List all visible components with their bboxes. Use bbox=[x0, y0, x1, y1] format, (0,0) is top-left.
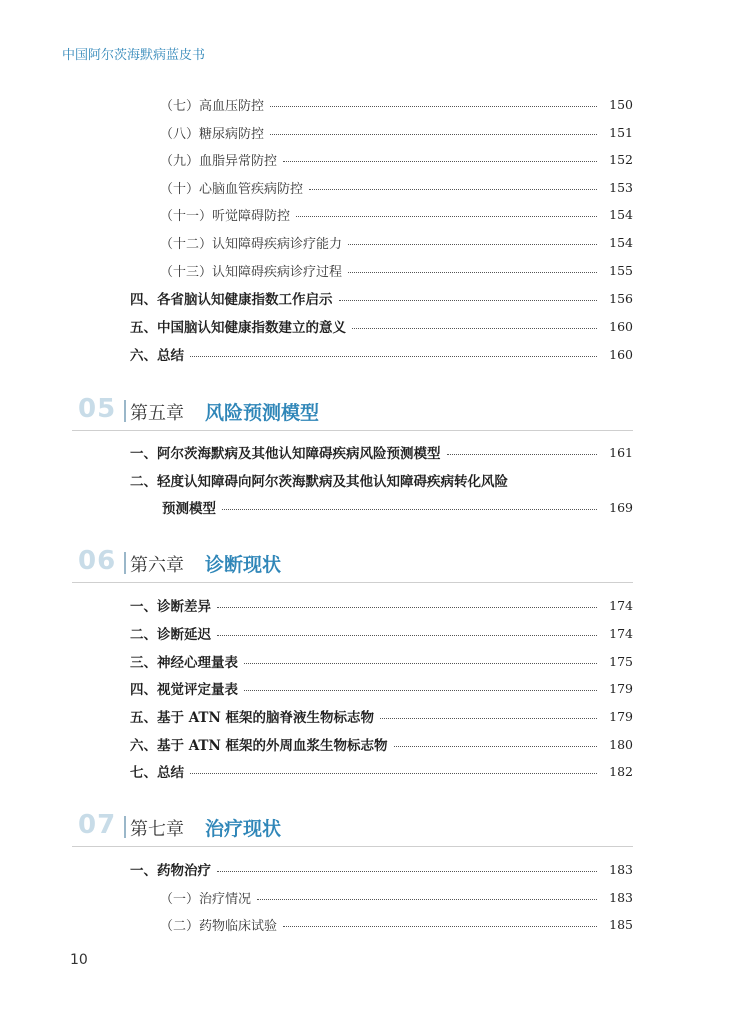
toc-entry[interactable] bbox=[160, 94, 633, 114]
toc-entry-page: 169 bbox=[609, 499, 633, 515]
leader-dots bbox=[339, 300, 598, 301]
toc-entry-label: （一）治疗情况 bbox=[160, 891, 252, 907]
toc-entry[interactable] bbox=[130, 734, 633, 754]
leader-dots bbox=[244, 663, 597, 664]
toc-entry[interactable] bbox=[130, 651, 633, 671]
leader-dots bbox=[270, 134, 597, 135]
toc-entry-label: 预测模型 bbox=[162, 501, 216, 517]
leader-dots bbox=[348, 244, 597, 245]
toc-entry[interactable] bbox=[160, 887, 633, 907]
toc-entry[interactable] bbox=[160, 260, 633, 280]
toc-entry-label: （九）血脂异常防控 bbox=[160, 153, 278, 169]
toc-entry[interactable] bbox=[160, 914, 633, 934]
toc-entry-label: 五、中国脑认知健康指数建立的意义 bbox=[130, 320, 346, 336]
toc-entry-page: 180 bbox=[609, 736, 633, 752]
leader-dots bbox=[352, 328, 597, 329]
toc-entry-continuation[interactable] bbox=[162, 497, 633, 517]
toc-entry-page: 179 bbox=[609, 708, 633, 724]
toc-entry-label: 六、总结 bbox=[130, 348, 184, 364]
leader-dots bbox=[217, 635, 597, 636]
toc-entry-label: 四、视觉评定量表 bbox=[130, 682, 238, 698]
chapter-label: 第七章 bbox=[130, 819, 184, 840]
toc-entry-label: 一、诊断差异 bbox=[130, 599, 211, 615]
toc-entry-page: 160 bbox=[609, 346, 633, 362]
toc-entry-label: （二）药物临床试验 bbox=[160, 918, 278, 934]
leader-dots bbox=[348, 272, 597, 273]
toc-entry-page: 185 bbox=[609, 916, 633, 932]
chapter-number: 05 bbox=[78, 394, 117, 424]
toc-entry-page: 182 bbox=[609, 763, 633, 779]
leader-dots bbox=[394, 746, 597, 747]
toc-entry-page: 183 bbox=[609, 861, 633, 877]
leader-dots bbox=[190, 356, 597, 357]
toc-entry[interactable] bbox=[130, 706, 633, 726]
toc-entry-page: 174 bbox=[609, 597, 633, 613]
toc-entry-label: （十一）听觉障碍防控 bbox=[160, 208, 291, 224]
running-header: 中国阿尔茨海默病蓝皮书 bbox=[62, 48, 206, 63]
leader-dots bbox=[217, 607, 597, 608]
chapter-heading[interactable] bbox=[72, 542, 633, 583]
chapter-heading[interactable] bbox=[72, 390, 633, 431]
leader-dots bbox=[380, 718, 597, 719]
toc-entry-page: 183 bbox=[609, 889, 633, 905]
toc-entry[interactable] bbox=[160, 204, 633, 224]
toc-entry-page: 154 bbox=[609, 234, 633, 250]
toc-entry-page: 161 bbox=[609, 444, 633, 460]
leader-dots bbox=[222, 509, 597, 510]
toc-entry-page: 155 bbox=[609, 262, 633, 278]
chapter-heading[interactable] bbox=[72, 806, 633, 847]
toc-entry-label: （七）高血压防控 bbox=[160, 98, 265, 114]
chapter-number: 07 bbox=[78, 810, 117, 840]
toc-entry-label: 五、基于 ATN 框架的脑脊液生物标志物 bbox=[130, 710, 375, 726]
toc-entry-page: 154 bbox=[609, 206, 633, 222]
toc-entry-label: 一、药物治疗 bbox=[130, 863, 211, 879]
chapter-title: 风险预测模型 bbox=[205, 402, 320, 424]
toc-entry-label: 二、轻度认知障碍向阿尔茨海默病及其他认知障碍疾病转化风险 bbox=[130, 474, 508, 490]
toc-entry-page: 152 bbox=[609, 151, 633, 167]
toc-entry[interactable] bbox=[130, 595, 633, 615]
leader-dots bbox=[244, 690, 597, 691]
toc-entry-label: （十三）认知障碍疾病诊疗过程 bbox=[160, 264, 343, 280]
chapter-label: 第六章 bbox=[130, 555, 184, 576]
toc-entry-label: 七、总结 bbox=[130, 765, 184, 781]
toc-entry-page: 179 bbox=[609, 680, 633, 696]
toc-entry-page: 175 bbox=[609, 653, 633, 669]
toc-entry[interactable] bbox=[160, 232, 633, 252]
leader-dots bbox=[190, 773, 597, 774]
leader-dots bbox=[309, 189, 597, 190]
toc-entry-label: （十二）认知障碍疾病诊疗能力 bbox=[160, 236, 343, 252]
leader-dots bbox=[283, 926, 597, 927]
toc-entry-label: （十）心脑血管疾病防控 bbox=[160, 181, 304, 197]
toc-entry[interactable] bbox=[130, 859, 633, 879]
toc-entry[interactable] bbox=[160, 149, 633, 169]
toc-entry[interactable] bbox=[130, 316, 633, 336]
toc-entry-label: 二、诊断延迟 bbox=[130, 627, 211, 643]
toc-entry[interactable] bbox=[160, 177, 633, 197]
toc-entry-label: 一、阿尔茨海默病及其他认知障碍疾病风险预测模型 bbox=[130, 446, 441, 462]
toc-entry-label: （八）糖尿病防控 bbox=[160, 126, 265, 142]
leader-dots bbox=[217, 871, 597, 872]
toc-entry-page: 153 bbox=[609, 179, 633, 195]
toc-entry-page: 174 bbox=[609, 625, 633, 641]
toc-entry-page: 160 bbox=[609, 318, 633, 334]
leader-dots bbox=[283, 161, 597, 162]
toc-entry[interactable] bbox=[130, 623, 633, 643]
leader-dots bbox=[296, 216, 597, 217]
toc-entry-label: 四、各省脑认知健康指数工作启示 bbox=[130, 292, 333, 308]
page-number: 10 bbox=[70, 952, 88, 968]
toc-entry[interactable] bbox=[130, 442, 633, 462]
chapter-divider bbox=[124, 400, 126, 422]
leader-dots bbox=[270, 106, 597, 107]
chapter-title: 诊断现状 bbox=[205, 554, 282, 576]
toc-entry[interactable] bbox=[160, 122, 633, 142]
toc-entry-label: 六、基于 ATN 框架的外周血浆生物标志物 bbox=[130, 738, 388, 754]
toc-entry[interactable] bbox=[130, 288, 633, 308]
toc-entry-page: 151 bbox=[609, 124, 633, 140]
leader-dots bbox=[257, 899, 597, 900]
chapter-number: 06 bbox=[78, 546, 117, 576]
toc-entry[interactable] bbox=[130, 678, 633, 698]
chapter-divider bbox=[124, 816, 126, 838]
toc-entry[interactable] bbox=[130, 761, 633, 781]
chapter-title: 治疗现状 bbox=[205, 818, 282, 840]
chapter-label: 第五章 bbox=[130, 403, 184, 424]
toc-entry-label: 三、神经心理量表 bbox=[130, 655, 238, 671]
chapter-divider bbox=[124, 552, 126, 574]
toc-entry-page: 150 bbox=[609, 96, 633, 112]
toc-entry[interactable] bbox=[130, 470, 633, 490]
leader-dots bbox=[447, 454, 598, 455]
toc-entry[interactable] bbox=[130, 344, 633, 364]
toc-entry-page: 156 bbox=[609, 290, 633, 306]
